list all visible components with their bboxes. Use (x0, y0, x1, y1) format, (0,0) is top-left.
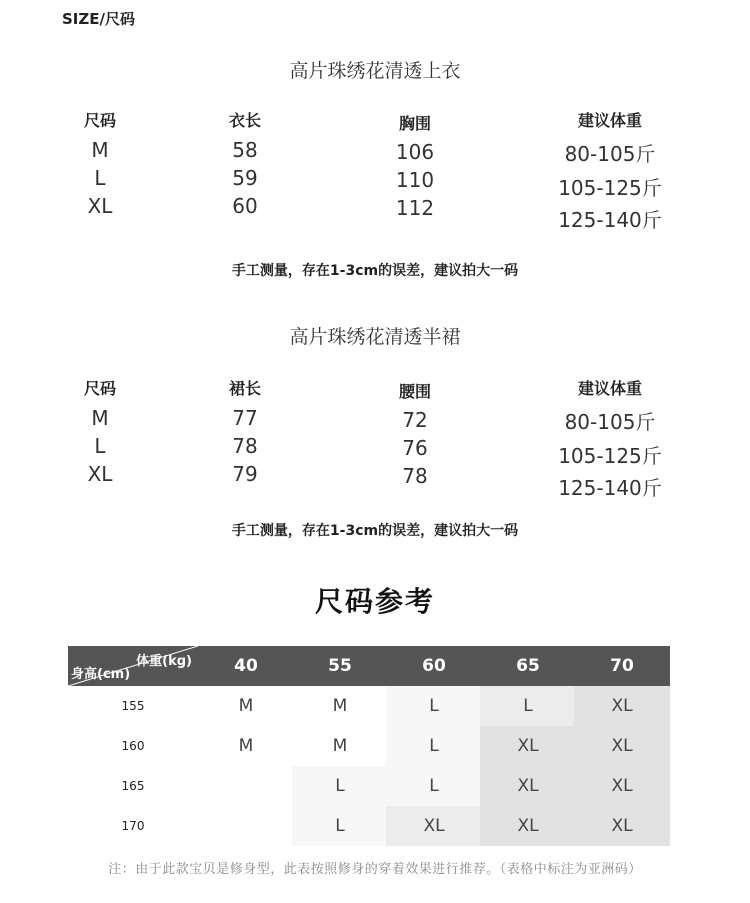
table-row (60, 434, 690, 468)
table-row (60, 138, 690, 166)
height-axis-label: 身高(cm) (71, 667, 131, 682)
length-cell: 58 (232, 138, 258, 162)
size-cell: M (91, 138, 109, 162)
col-header-waist: 腰围 (398, 382, 431, 401)
length-cell: 78 (232, 434, 258, 458)
skirt-table-title: 高片珠绣花清透半裙 (289, 326, 461, 348)
size-recommendation-cell: XL (480, 726, 576, 766)
size-recommendation-cell: XL (386, 806, 482, 846)
top-header-row (60, 108, 690, 136)
weight-cell: 105-125斤 (558, 444, 662, 468)
size-cell: M (91, 406, 109, 430)
weight-header-cell: 40 (198, 646, 294, 686)
col-header-weight: 建议体重 (577, 111, 642, 130)
size-cell: L (94, 434, 106, 458)
col-header-length: 衣长 (228, 111, 261, 130)
size-reference-grid (68, 646, 670, 844)
skirt-header-row (60, 376, 690, 404)
weight-header-cell: 55 (292, 646, 388, 686)
weight-cell: 105-125斤 (558, 176, 662, 200)
weight-cell: 80-105斤 (564, 410, 656, 434)
table-row (60, 462, 690, 500)
size-recommendation-cell: L (292, 806, 388, 846)
height-row-label: 155 (121, 699, 145, 713)
size-recommendation-cell: M (332, 736, 348, 756)
size-recommendation-cell: XL (574, 766, 670, 806)
table-row (60, 194, 690, 232)
size-recommendation-cell: L (386, 726, 482, 766)
weight-header-cell: 65 (480, 646, 576, 686)
size-recommendation-cell: XL (480, 806, 576, 846)
length-cell: 60 (232, 194, 258, 218)
size-recommendation-cell: L (480, 686, 576, 726)
size-cell: XL (87, 462, 113, 486)
top-size-table (60, 108, 690, 232)
height-row-label: 160 (121, 739, 145, 753)
size-recommendation-cell: XL (574, 806, 670, 846)
weight-cell: 80-105斤 (564, 142, 656, 166)
grid-corner-header (68, 646, 198, 686)
size-recommendation-cell: XL (480, 766, 576, 806)
size-recommendation-cell (198, 806, 294, 846)
height-row-label: 170 (121, 819, 145, 833)
size-cell: L (94, 166, 106, 190)
col-header-bust: 胸围 (398, 114, 431, 133)
waist-cell: 78 (402, 464, 428, 488)
size-recommendation-cell: L (386, 686, 482, 726)
size-recommendation-cell: M (238, 696, 254, 716)
col-header-size: 尺码 (83, 111, 116, 130)
length-cell: 79 (232, 462, 258, 486)
bust-cell: 106 (395, 140, 435, 164)
length-cell: 59 (232, 166, 258, 190)
size-recommendation-cell: M (238, 736, 254, 756)
size-recommendation-cell: L (292, 766, 388, 806)
size-cell: XL (87, 194, 113, 218)
weight-header-cell: 60 (386, 646, 482, 686)
waist-cell: 72 (402, 408, 428, 432)
bust-cell: 112 (395, 196, 435, 220)
table-row (60, 406, 690, 434)
height-row-label: 165 (121, 779, 145, 793)
size-heading: SIZE/尺码 (62, 10, 135, 28)
col-header-weight: 建议体重 (577, 379, 642, 398)
table-row (60, 166, 690, 200)
top-measure-note: 手工测量，存在1-3cm的误差，建议拍大一码 (231, 263, 519, 279)
weight-cell: 125-140斤 (558, 476, 662, 500)
size-reference-title: 尺码参考 (314, 585, 435, 618)
col-header-size: 尺码 (83, 379, 116, 398)
top-table-title: 高片珠绣花清透上衣 (289, 60, 461, 82)
size-recommendation-cell: L (386, 766, 482, 806)
waist-cell: 76 (402, 436, 428, 460)
bust-cell: 110 (395, 168, 435, 192)
col-header-length: 裙长 (228, 379, 261, 398)
weight-cell: 125-140斤 (558, 208, 662, 232)
size-recommendation-cell: XL (574, 726, 670, 766)
skirt-size-table (60, 376, 690, 500)
skirt-measure-note: 手工测量，存在1-3cm的误差，建议拍大一码 (231, 523, 519, 539)
length-cell: 77 (232, 406, 258, 430)
footnote: 注：由于此款宝贝是修身型，此表按照修身的穿着效果进行推荐。（表格中标注为亚洲码） (108, 862, 642, 877)
weight-axis-label: 体重(kg) (136, 654, 192, 669)
weight-header-cell: 70 (574, 646, 670, 686)
size-recommendation-cell (198, 766, 294, 806)
size-recommendation-cell: XL (574, 686, 670, 726)
size-recommendation-cell: M (332, 696, 348, 716)
